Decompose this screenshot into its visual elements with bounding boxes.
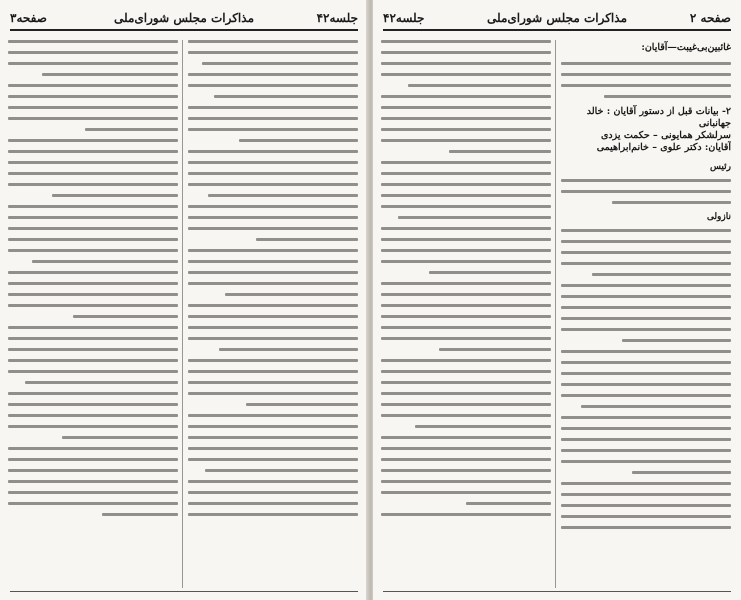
right-page-session: جلسه۴۲ <box>383 11 425 25</box>
right-page-number: صفحه ۲ <box>689 11 731 25</box>
left-page-session: جلسه۴۲ <box>316 11 358 25</box>
left-page-column-right <box>188 40 358 588</box>
right-page-column-left <box>381 40 551 588</box>
absentees-heading: غائبین‌بی‌غیبت—آقایان: <box>641 42 731 53</box>
left-col-right-text <box>188 40 358 516</box>
left-page-column-left <box>8 40 178 588</box>
left-page <box>0 0 368 600</box>
section-heading-line-3: آقایان: دکتر علوی – خانم‌ابراهیمی <box>596 142 731 153</box>
left-page-number: صفحه۳ <box>10 11 47 25</box>
speaker-label-2: نازولی <box>706 212 731 222</box>
right-page <box>373 0 741 600</box>
section-heading-line-2: سرلشکر همایونی – حکمت یزدی <box>600 130 731 141</box>
right-page-header <box>383 9 731 31</box>
right-page-title: مذاکرات مجلس شورای‌ملی <box>486 11 628 25</box>
left-col-left-text <box>8 40 178 516</box>
speech-text-2 <box>561 229 731 529</box>
right-page-column-right <box>561 40 731 588</box>
speech-text-1 <box>561 179 731 204</box>
absentees-list <box>561 62 731 98</box>
section-heading <box>561 106 731 154</box>
left-page-title: مذاکرات مجلس شورای‌ملی <box>113 11 255 25</box>
left-page-header <box>10 9 358 31</box>
speaker-label-president: رئیس <box>709 162 731 172</box>
right-col-left-text <box>381 40 551 516</box>
section-heading-line-1: ۲- بیانات قبل از دستور آقایان : خالد جهانبانی <box>586 106 731 129</box>
